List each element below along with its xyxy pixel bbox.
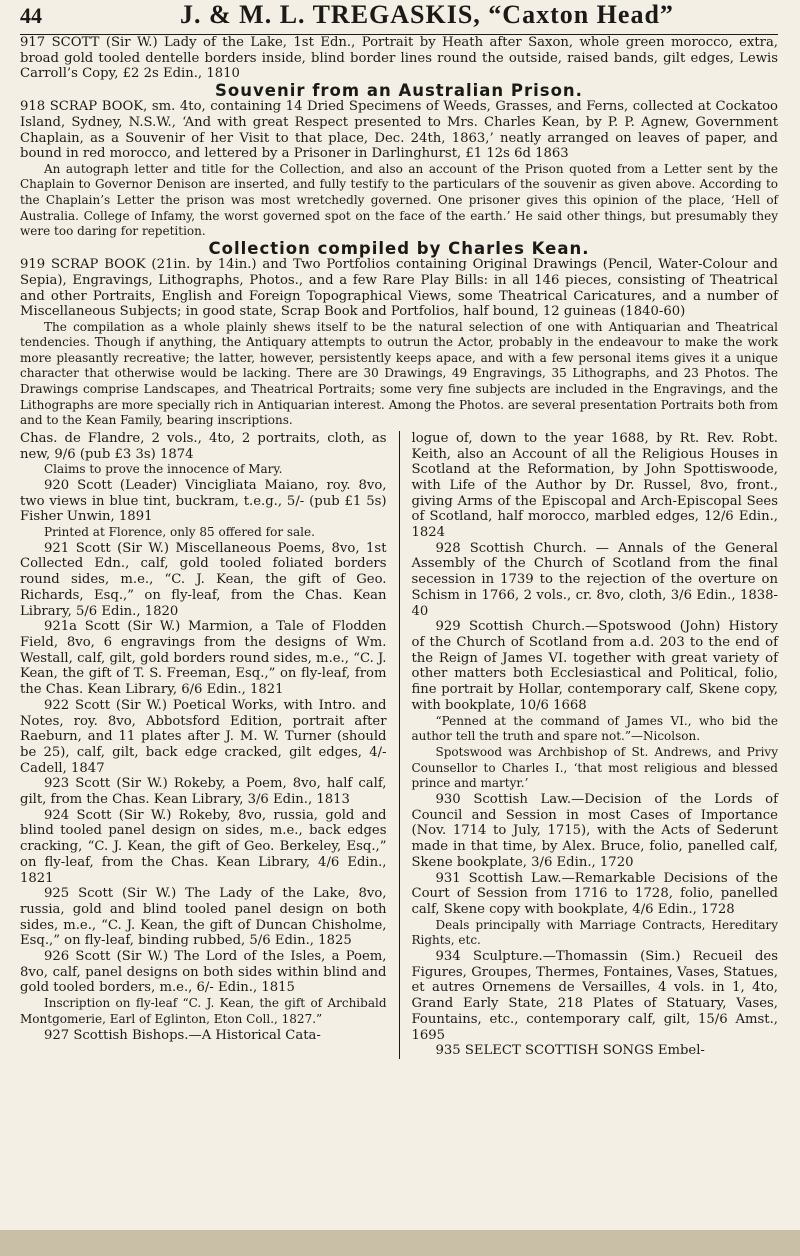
lot-919-note: The compilation as a whole plainly shews itself to be the natural selection of one with Antiquarian and Theatrical tendencies. Though if anything, the Antiquary attempts to outrun the Actor, probably in the endeavour to make the work more pleasantly recreative; the latter, however, persistently keeps apace, and with a few personal items gives it a unique character that otherwise would be lacking. There are 30 Drawings, 49 Engravings, 35 Lithographs, and 23 Photos. The Drawings comprise Landscapes, and Theatrical Portraits; some very fine subjects are included in the Engravings, and the Lithographs are more specially rich in Antiquarian interest. Among the Photos. are several presentation Portraits both from and to the Kean Family, bearing inscriptions.	[20, 319, 778, 428]
lot-continued: Chas. de Flandre, 2 vols., 4to, 2 portraits, cloth, as new, 9/6 (pub £3 3s) 1874	[20, 430, 387, 462]
lot-929-note-2: Spotswood was Archbishop of St. Andrews, and Privy Counsellor to Charles I., ‘that most religious and blessed prince and martyr.’	[411, 744, 778, 791]
top-section	[20, 35, 778, 429]
lot-929: 929 Scottish Church.—Spotswood (John) History of the Church of Scotland from a.d. 203 to the end of the Reign of James VI. together with great variety of other matters both Ecclesiastical and Political, folio, fine portrait by Hollar, contemporary calf, Skene copy, with bookplate, 10/6 1668	[411, 619, 778, 713]
lot-926: 926 Scott (Sir W.) The Lord of the Isles, a Poem, 8vo, calf, panel designs on both sides within blind and gold tooled borders, m.e., 6/- Edin., 1815	[20, 949, 387, 996]
lot-935: 935 SELECT SCOTTISH SONGS Embel-	[435, 1043, 705, 1059]
running-head: J. & M. L. TREGASKIS, “Caxton Head”	[180, 0, 674, 29]
page-number: 44	[20, 3, 42, 28]
lot-920: 920 Scott (Leader) Vincigliata Maiano, roy. 8vo, two views in blue tint, buckram, t.e.g., 5/- (pub £1 5s) Fisher Unwin, 1891	[20, 477, 387, 525]
two-column-body	[20, 431, 778, 1059]
page-bottom-edge	[0, 1230, 800, 1256]
lot-930: 930 Scottish Law.—Decision of the Lords of Council and Session in most Cases of Importance (Nov. 1714 to July, 1715), with the Acts of Sederunt made in that time, by Alex. Bruce, folio, panelled calf, Skene bookplate, 3/6 Edin., 1720	[411, 792, 778, 870]
right-column	[412, 431, 779, 1059]
page-header	[20, 0, 778, 35]
lot-927-continued: logue of, down to the year 1688, by Rt. Rev. Robt. Keith, also an Account of all the Religious Houses in Scotland at the Reformation, by John Spottiswoode, with Life of the Author by Dr. Russel, 8vo, front., giving Arms of the Episcopal and Arch-Episcopal Sees of Scotland, half morocco, marbled edges, 12/6 Edin., 1824	[411, 430, 778, 541]
lot-note: Claims to prove the innocence of Mary.	[44, 462, 283, 477]
lot-918-note: An autograph letter and title for the Collection, and also an account of the Prison quoted from a Letter sent by the Chaplain to Governor Denison are inserted, and fully testify to the particulars of the souvenir as given above. According to the Chaplain’s Letter the prison was most wretchedly governed. One prisoner gives this opinion of the place, ‘Hell of Australia. College of Infamy, the worst governed spot on the face of the earth.’ He said other things, but presumably they were too daring for repetition.	[20, 161, 778, 239]
section-heading-collection: Collection compiled by Charles Kean.	[208, 238, 590, 258]
lot-922: 922 Scott (Sir W.) Poetical Works, with Intro. and Notes, roy. 8vo, Abbotsford Edition, portrait after Raeburn, and 11 plates after J. M. W. Turner (should be 25), calf, gilt, back edge cracked, gilt edges, 4/- Cadell, 1847	[20, 697, 387, 776]
lot-928: 928 Scottish Church. — Annals of the General Assembly of the Church of Scotland from the final secession in 1739 to the rejection of the overture on Schism in 1766, 2 vols., cr. 8vo, cloth, 3/6 Edin., 1838-40	[411, 540, 778, 619]
lot-918: 918 SCRAP BOOK, sm. 4to, containing 14 Dried Specimens of Weeds, Grasses, and Ferns, collected at Cockatoo Island, Sydney, N.S.W., ‘And with great Respect presented to Mrs. Charles Kean, by P. P. Agnew, Government Chaplain, as a Souvenir of her Visit to that place, Dec. 24th, 1863,’ neatly arranged on leaves of paper, and bound in red morocco, and lettered by a Prisoner in Darlinghurst, £1 12s 6d 1863	[20, 99, 778, 162]
lot-927: 927 Scottish Bishops.—A Historical Cata-	[44, 1027, 321, 1043]
lot-924: 924 Scott (Sir W.) Rokeby, 8vo, russia, gold and blind tooled panel design on sides, m.e., back edges cracking, “C. J. Kean, the gift of Geo. Berkeley, Esq.,” on fly-leaf, from the Chas. Kean Library, 4/6 Edin., 1821	[20, 807, 387, 886]
lot-921: 921 Scott (Sir W.) Miscellaneous Poems, 8vo, 1st Collected Edn., calf, gold tooled foliated borders round sides, m.e., “C. J. Kean, the gift of Geo. Richards, Esq.,” on fly-leaf, from the Chas. Kean Library, 5/6 Edin., 1820	[20, 540, 387, 619]
lot-931: 931 Scottish Law.—Remarkable Decisions of the Court of Session from 1716 to 1728, folio, panelled calf, Skene copy with bookplate, 4/6 Edin., 1728	[411, 870, 778, 917]
lot-926-note: Inscription on fly-leaf “C. J. Kean, the gift of Archibald Montgomerie, Earl of Eglinton, Eton Coll., 1827.”	[20, 996, 387, 1026]
lot-921a: 921a Scott (Sir W.) Marmion, a Tale of Flodden Field, 8vo, 6 engravings from the designs of Wm. Westall, calf, gilt, gold borders round sides, m.e., “C. J. Kean, the gift of T. S. Freeman, Esq.,” on fly-leaf, from the Chas. Kean Library, 6/6 Edin., 1821	[20, 619, 387, 698]
lot-934: 934 Sculpture.—Thomassin (Sim.) Recueil des Figures, Groupes, Thermes, Fontaines, Vases, Statues, et autres Ornemens de Versailles, 4 vols. in 1, 4to, Grand Early State, 218 Plates of Statuary, Vases, Fountains, etc., contemporary calf, gilt, 15/6 Amst., 1695	[411, 949, 778, 1043]
section-heading-souvenir: Souvenir from an Australian Prison.	[215, 80, 583, 100]
lot-920-note: Printed at Florence, only 85 offered for sale.	[44, 525, 315, 540]
left-column	[20, 431, 387, 1059]
lot-929-note-1: “Penned at the command of James VI., who bid the author tell the truth and spare not.”—Nicolson.	[411, 713, 778, 744]
column-divider	[399, 431, 400, 1059]
lot-917: 917 SCOTT (Sir W.) Lady of the Lake, 1st Edn., Portrait by Heath after Saxon, whole green morocco, extra, broad gold tooled dentelle borders inside, blind border lines round the outside, raised bands, gilt edges, Lewis Carroll’s Copy, £2 2s Edin., 1810	[20, 35, 778, 82]
lot-919: 919 SCRAP BOOK (21in. by 14in.) and Two Portfolios containing Original Drawings (Pencil, Water-Colour and Sepia), Engravings, Lithographs, Photos., and a few Rare Play Bills: in all 146 pieces, consisting of Theatrical and other Portraits, English and Foreign Topographical Views, some Theatrical Caricatures, and a number of Miscellaneous Subjects; in good state, Scrap Book and Portfolios, half bound, 12 guineas (1840-60)	[20, 257, 778, 320]
lot-931-note: Deals principally with Marriage Contracts, Hereditary Rights, etc.	[411, 917, 778, 948]
lot-923: 923 Scott (Sir W.) Rokeby, a Poem, 8vo, half calf, gilt, from the Chas. Kean Library, 3/6 Edin., 1813	[20, 776, 387, 808]
lot-925: 925 Scott (Sir W.) The Lady of the Lake, 8vo, russia, gold and blind tooled panel design on both sides, m.e., “C. J. Kean, the gift of Duncan Chisholme, Esq.,” on fly-leaf, binding rubbed, 5/6 Edin., 1825	[20, 886, 387, 949]
